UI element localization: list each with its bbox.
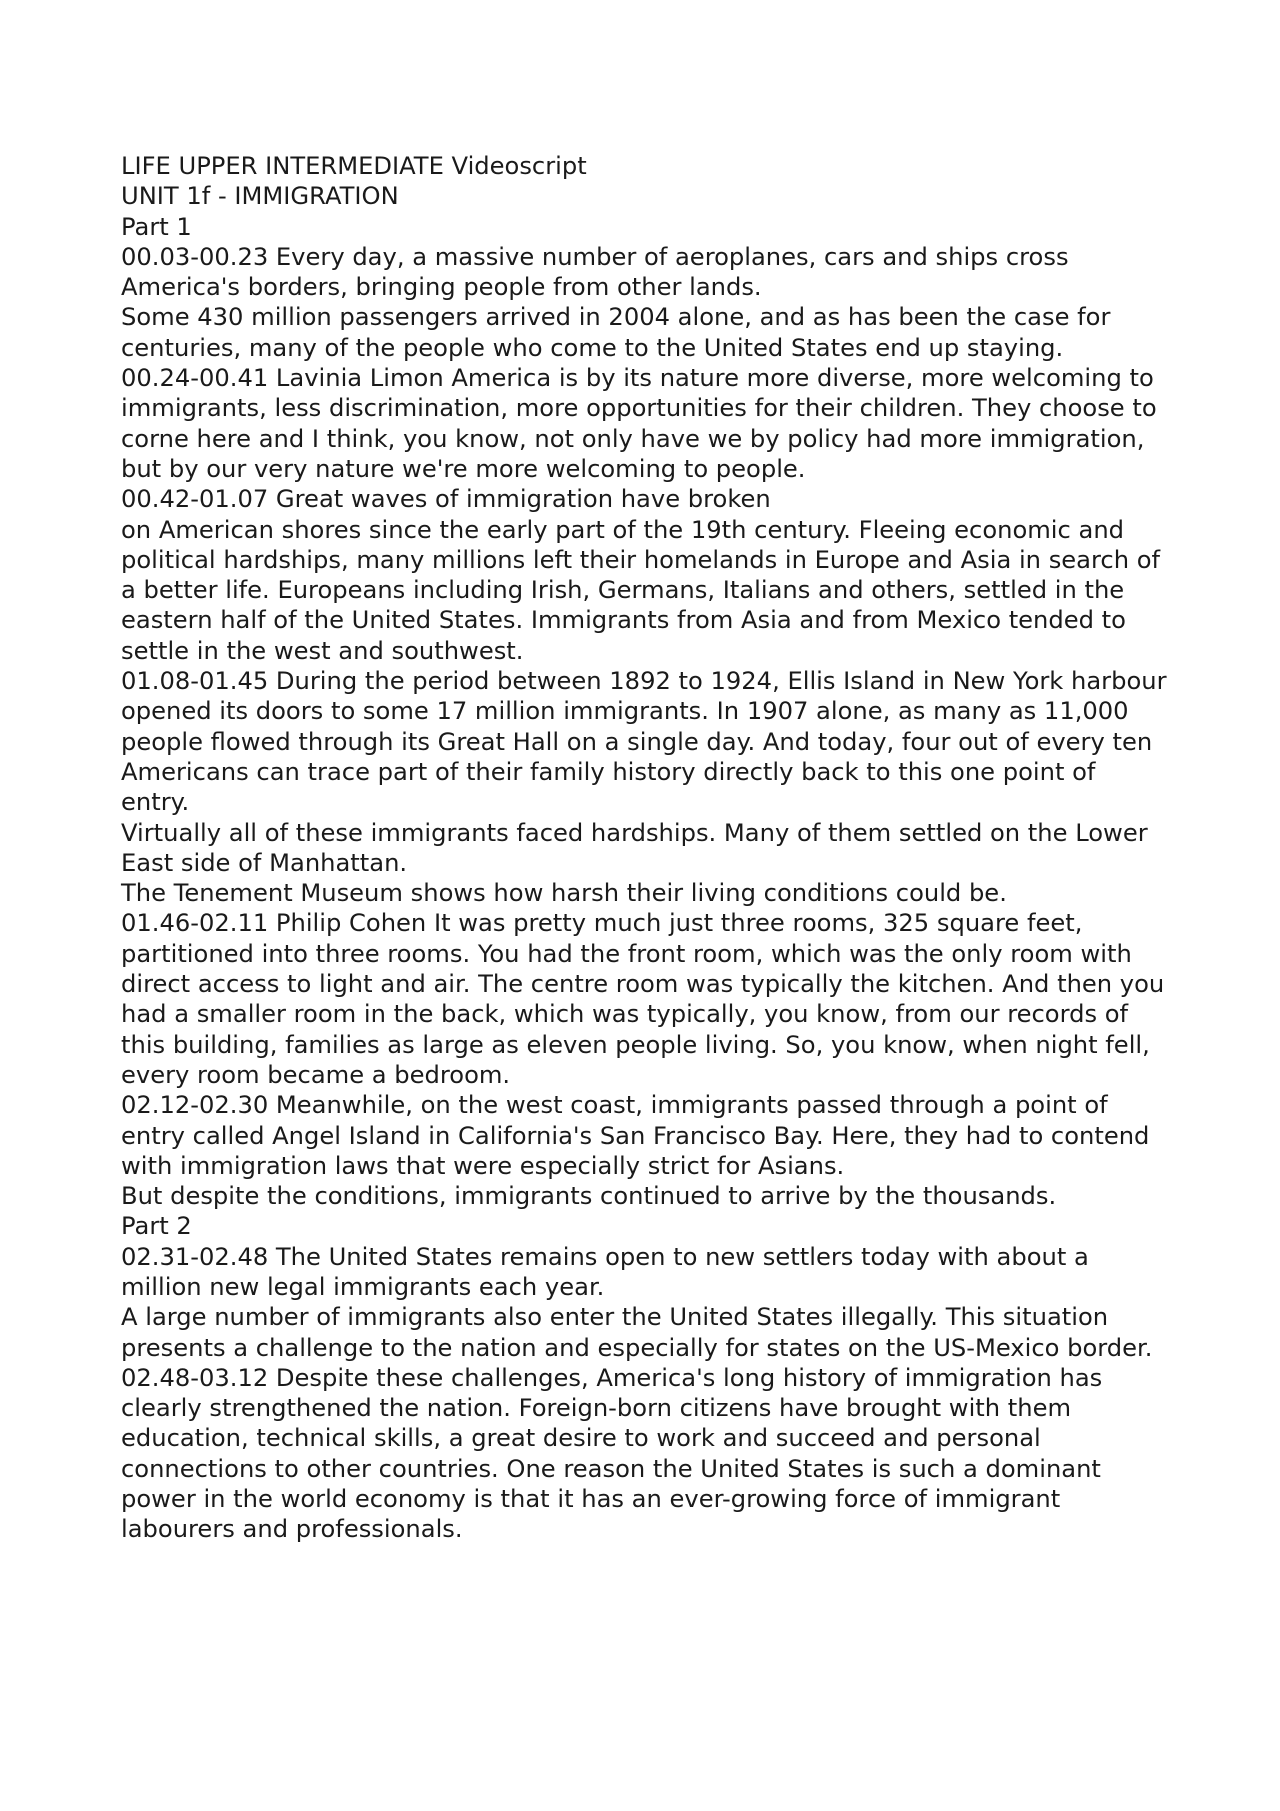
transcript-paragraph: The Tenement Museum shows how harsh their living conditions could be. [121,879,1007,908]
unit-heading: UNIT 1f - IMMIGRATION [121,182,399,211]
transcript-paragraph: Virtually all of these immigrants faced hardships. Many of them settled on the Lower East side of Manhattan. [121,818,1156,877]
transcript-paragraph: A large number of immigrants also enter the United States illegally. This situation presents a challenge to the nation and especially for states on the US-Mexico border. [121,1303,1153,1362]
document-title: LIFE UPPER INTERMEDIATE Videoscript [121,152,587,180]
part-heading: Part 2 [121,1212,192,1241]
transcript-paragraph: 00.42-01.07 Great waves of immigration have broken [121,485,771,514]
transcript-paragraph: on American shores since the early part of the 19th century. Fleeing economic and political hardships, many millions left their homelands in Europe and Asia in search of a better life. Europeans including Irish, Germans, Italians and others, settled in the eastern half of the United States. Immigrants from Asia and from Mexico tended to settle in the west and southwest. [121,515,1168,665]
transcript-paragraph: 00.03-00.23 Every day, a massive number of aeroplanes, cars and ships cross America's borders, bringing people from other lands. [121,242,1077,302]
transcript-paragraph: 01.46-02.11 Philip Cohen It was pretty much just three rooms, 325 square feet, partitioned into three rooms. You had the front room, which was the only room with direct access to light and air. The centre room was typically the kitchen. And then you had a smaller room in the back, which was typically, you know, from our records of this building, families as large as eleven people living. So, you know, when night fell, every room became a bedroom. [121,909,1172,1089]
transcript-paragraph: 02.48-03.12 Despite these challenges, America's long history of immigration has clearly strengthened the nation. Foreign-born citizens have brought with them education, technical skills, a great desire to work and succeed and personal connections to other countries. One reason the United States is such a dominant power in the world economy is that it has an ever-growing force of immigrant labourers and professionals. [121,1363,1110,1544]
part-heading: Part 1 [121,212,192,241]
document-page [121,151,1175,1545]
transcript-paragraph: 02.31-02.48 The United States remains open to new settlers today with about a million new legal immigrants each year. [121,1242,1097,1301]
transcript-paragraph: But despite the conditions, immigrants continued to arrive by the thousands. [121,1182,1057,1211]
transcript-paragraph: 02.12-02.30 Meanwhile, on the west coast, immigrants passed through a point of entry called Angel Island in California's San Francisco Bay. Here, they had to contend with immigration laws that were especially strict for Asians. [121,1091,1158,1180]
transcript-paragraph: 01.08-01.45 During the period between 1892 to 1924, Ellis Island in New York harbour opened its doors to some 17 million immigrants. In 1907 alone, as many as 11,000 people flowed through its Great Hall on a single day. And today, four out of every ten Americans can trace part of their family history directly back to this one point of entry. [121,667,1175,817]
transcript-paragraph: Some 430 million passengers arrived in 2004 alone, and as has been the case for centuries, many of the people who come to the United States end up staying. [121,303,1119,362]
transcript-paragraph: 00.24-00.41 Lavinia Limon America is by its nature more diverse, more welcoming to immigrants, less discrimination, more opportunities for their children. They choose to corne here and I think, you know, not only have we by policy had more immigration, but by our very nature we're more welcoming to people. [121,364,1165,483]
